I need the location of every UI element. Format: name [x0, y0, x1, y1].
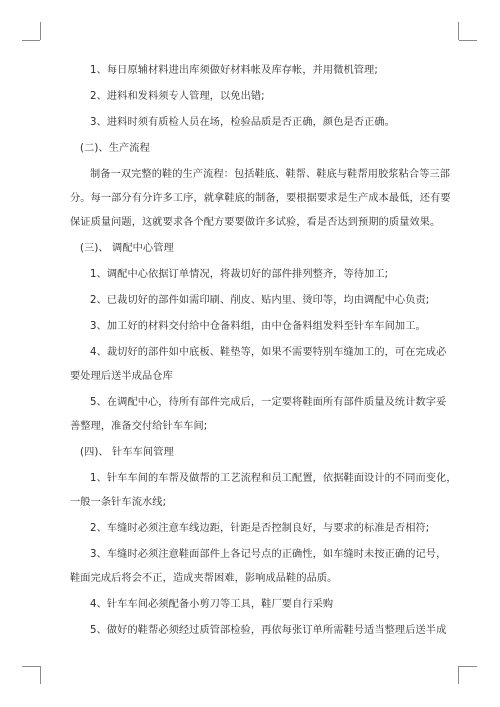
paragraph-line: 2、进料和发料须专人管理，以免出错;	[90, 91, 265, 102]
paragraph-line: 3、进料时须有质检人员在场，检验品质是否正确，颜色是否正确。	[90, 117, 395, 128]
section-heading: (四)、 针车车间管理	[80, 447, 174, 458]
section-heading: (二)、生产流程	[80, 143, 150, 154]
paragraph-line: 保证质量问题，这就要求各个配方要要做许多试验，看是否达到预期的质量效果。	[70, 217, 441, 228]
paragraph-line: 3、加工好的材料交付给中仓备料组，由中仓备料组发料至针车车间加工。	[90, 321, 426, 332]
crop-mark-bottom-right	[458, 666, 459, 684]
crop-mark-bottom-left	[22, 666, 40, 667]
paragraph-line: 4、裁切好的部件如中底板、鞋垫等，如果不需要特别车缝加工的，可在完成必	[90, 347, 447, 358]
crop-mark-top-right	[458, 22, 459, 40]
paragraph-line: 2、车缝时必须注意车线边距，针距是否控制良好，与要求的标准是否相符;	[90, 523, 430, 534]
paragraph-line: 2、已裁切好的部件如需印刷、削皮、贴内里、烫印等，均由调配中心负责;	[90, 295, 430, 306]
paragraph-line: 4、针车车间必须配备小剪刀等工具，鞋厂要自行采购	[90, 599, 334, 610]
paragraph-line: 5、在调配中心，待所有部件完成后，一定要将鞋面所有部件质量及统计数字妥	[90, 397, 447, 408]
paragraph-line: 制备一双完整的鞋的生产流程：包括鞋底、鞋帮、鞋底与鞋帮用胶浆粘合等三部	[90, 169, 451, 180]
paragraph-line: 鞋面完成后将会不正，造成夹帮困难，影响成品鞋的品质。	[70, 573, 338, 584]
paragraph-line: 5、做好的鞋帮必须经过质管部检验，再依每张订单所需鞋号适当整理后送半成	[90, 625, 447, 636]
paragraph-line: 一般一条针车流水线;	[70, 497, 167, 508]
crop-mark-top-left	[22, 40, 40, 41]
paragraph-line: 3、车缝时必须注意鞋面部件上各记号点的正确性，如车缝时未按正确的记号，	[90, 549, 447, 560]
crop-mark-bottom-left	[40, 666, 41, 684]
crop-mark-top-left	[40, 22, 41, 40]
paragraph-line: 1、每日原辅材料进出库须做好材料帐及库存帐，并用微机管理;	[90, 65, 378, 76]
paragraph-line: 1、针车车间的车帮及做帮的工艺流程和员工配置，依据鞋面设计的不同而变化，	[90, 473, 457, 484]
paragraph-line: 善整理，准备交付给针车车间;	[70, 421, 208, 432]
paragraph-line: 分。每一部分有分许多工序，就拿鞋底的制备，要根据要求是生产成本最低，还有要	[70, 193, 451, 204]
section-heading: (三)、 调配中心管理	[80, 243, 174, 254]
paragraph-line: 要处理后送半成品仓库	[70, 371, 173, 382]
crop-mark-top-right	[459, 40, 477, 41]
document-body	[70, 63, 457, 638]
paragraph-line: 1、调配中心依据订单情况，将裁切好的部件排列整齐，等待加工;	[90, 269, 389, 280]
crop-mark-bottom-right	[459, 666, 477, 667]
